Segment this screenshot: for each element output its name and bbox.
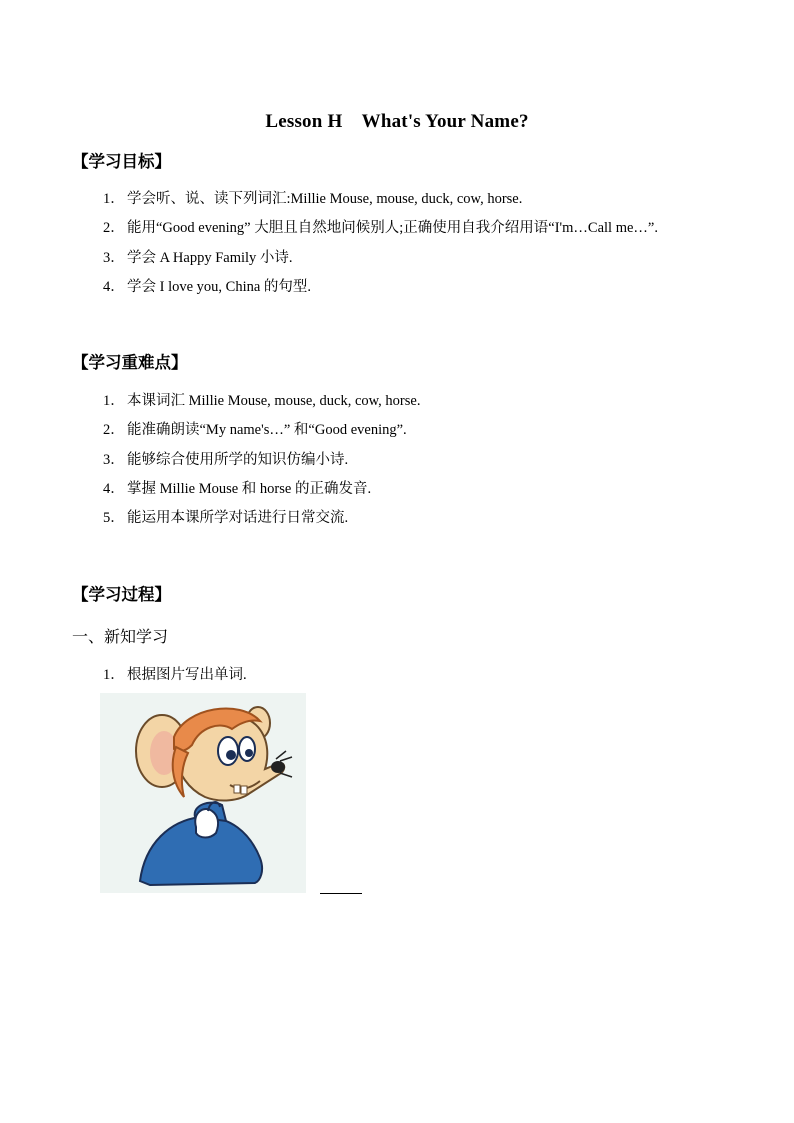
item-text: 能运用本课所学对话进行日常交流. <box>127 510 349 527</box>
objectives-heading: 【学习目标】 <box>72 152 171 171</box>
list-item <box>103 416 420 445</box>
item-number: 1． <box>103 393 125 409</box>
key-points-list <box>103 387 420 533</box>
item-text: 根据图片写出单词. <box>127 667 247 683</box>
answer-blank-line[interactable] <box>320 893 362 894</box>
item-text: 能准确朗读“My name's…” 和“Good evening”. <box>127 422 407 439</box>
item-text: 能够综合使用所学的知识仿编小诗. <box>127 451 349 468</box>
item-number: 3． <box>103 249 125 266</box>
process-heading: 【学习过程】 <box>72 585 171 604</box>
objectives-list <box>103 185 658 302</box>
list-item <box>103 446 420 475</box>
cartoon-mouse-picture <box>100 693 306 893</box>
list-item <box>103 387 420 416</box>
item-number: 2． <box>103 220 125 237</box>
list-item <box>103 475 420 504</box>
new-knowledge-subheading: 一、新知学习 <box>72 627 169 646</box>
item-number: 3． <box>103 451 125 468</box>
item-text: 学会 A Happy Family 小诗. <box>127 249 293 266</box>
list-item <box>103 244 658 273</box>
list-item <box>103 504 420 533</box>
list-item <box>103 273 658 302</box>
item-number: 5． <box>103 510 125 527</box>
item-number: 4． <box>103 480 125 497</box>
item-number: 4． <box>103 278 125 295</box>
item-text: 学会 I love you, China 的句型. <box>127 278 312 295</box>
list-item <box>103 185 658 214</box>
item-number: 2． <box>103 422 125 439</box>
item-text: 掌握 Millie Mouse 和 horse 的正确发音. <box>127 480 372 497</box>
item-number: 1． <box>103 667 125 683</box>
cartoon-mouse-icon <box>100 693 306 893</box>
item-number: 1． <box>103 191 125 207</box>
list-item <box>103 214 658 243</box>
item-text: 本课词汇 Millie Mouse, mouse, duck, cow, horse. <box>127 393 421 409</box>
lesson-title: Lesson H What's Your Name? <box>265 111 529 132</box>
key-points-heading: 【学习重难点】 <box>72 353 188 372</box>
exercise-item <box>103 663 247 684</box>
item-text: 能用“Good evening” 大胆且自然地问候别人;正确使用自我介绍用语“I'm…Call me…”. <box>127 220 658 237</box>
item-text: 学会听、说、读下列词汇:Millie Mouse, mouse, duck, cow, horse. <box>127 191 523 207</box>
